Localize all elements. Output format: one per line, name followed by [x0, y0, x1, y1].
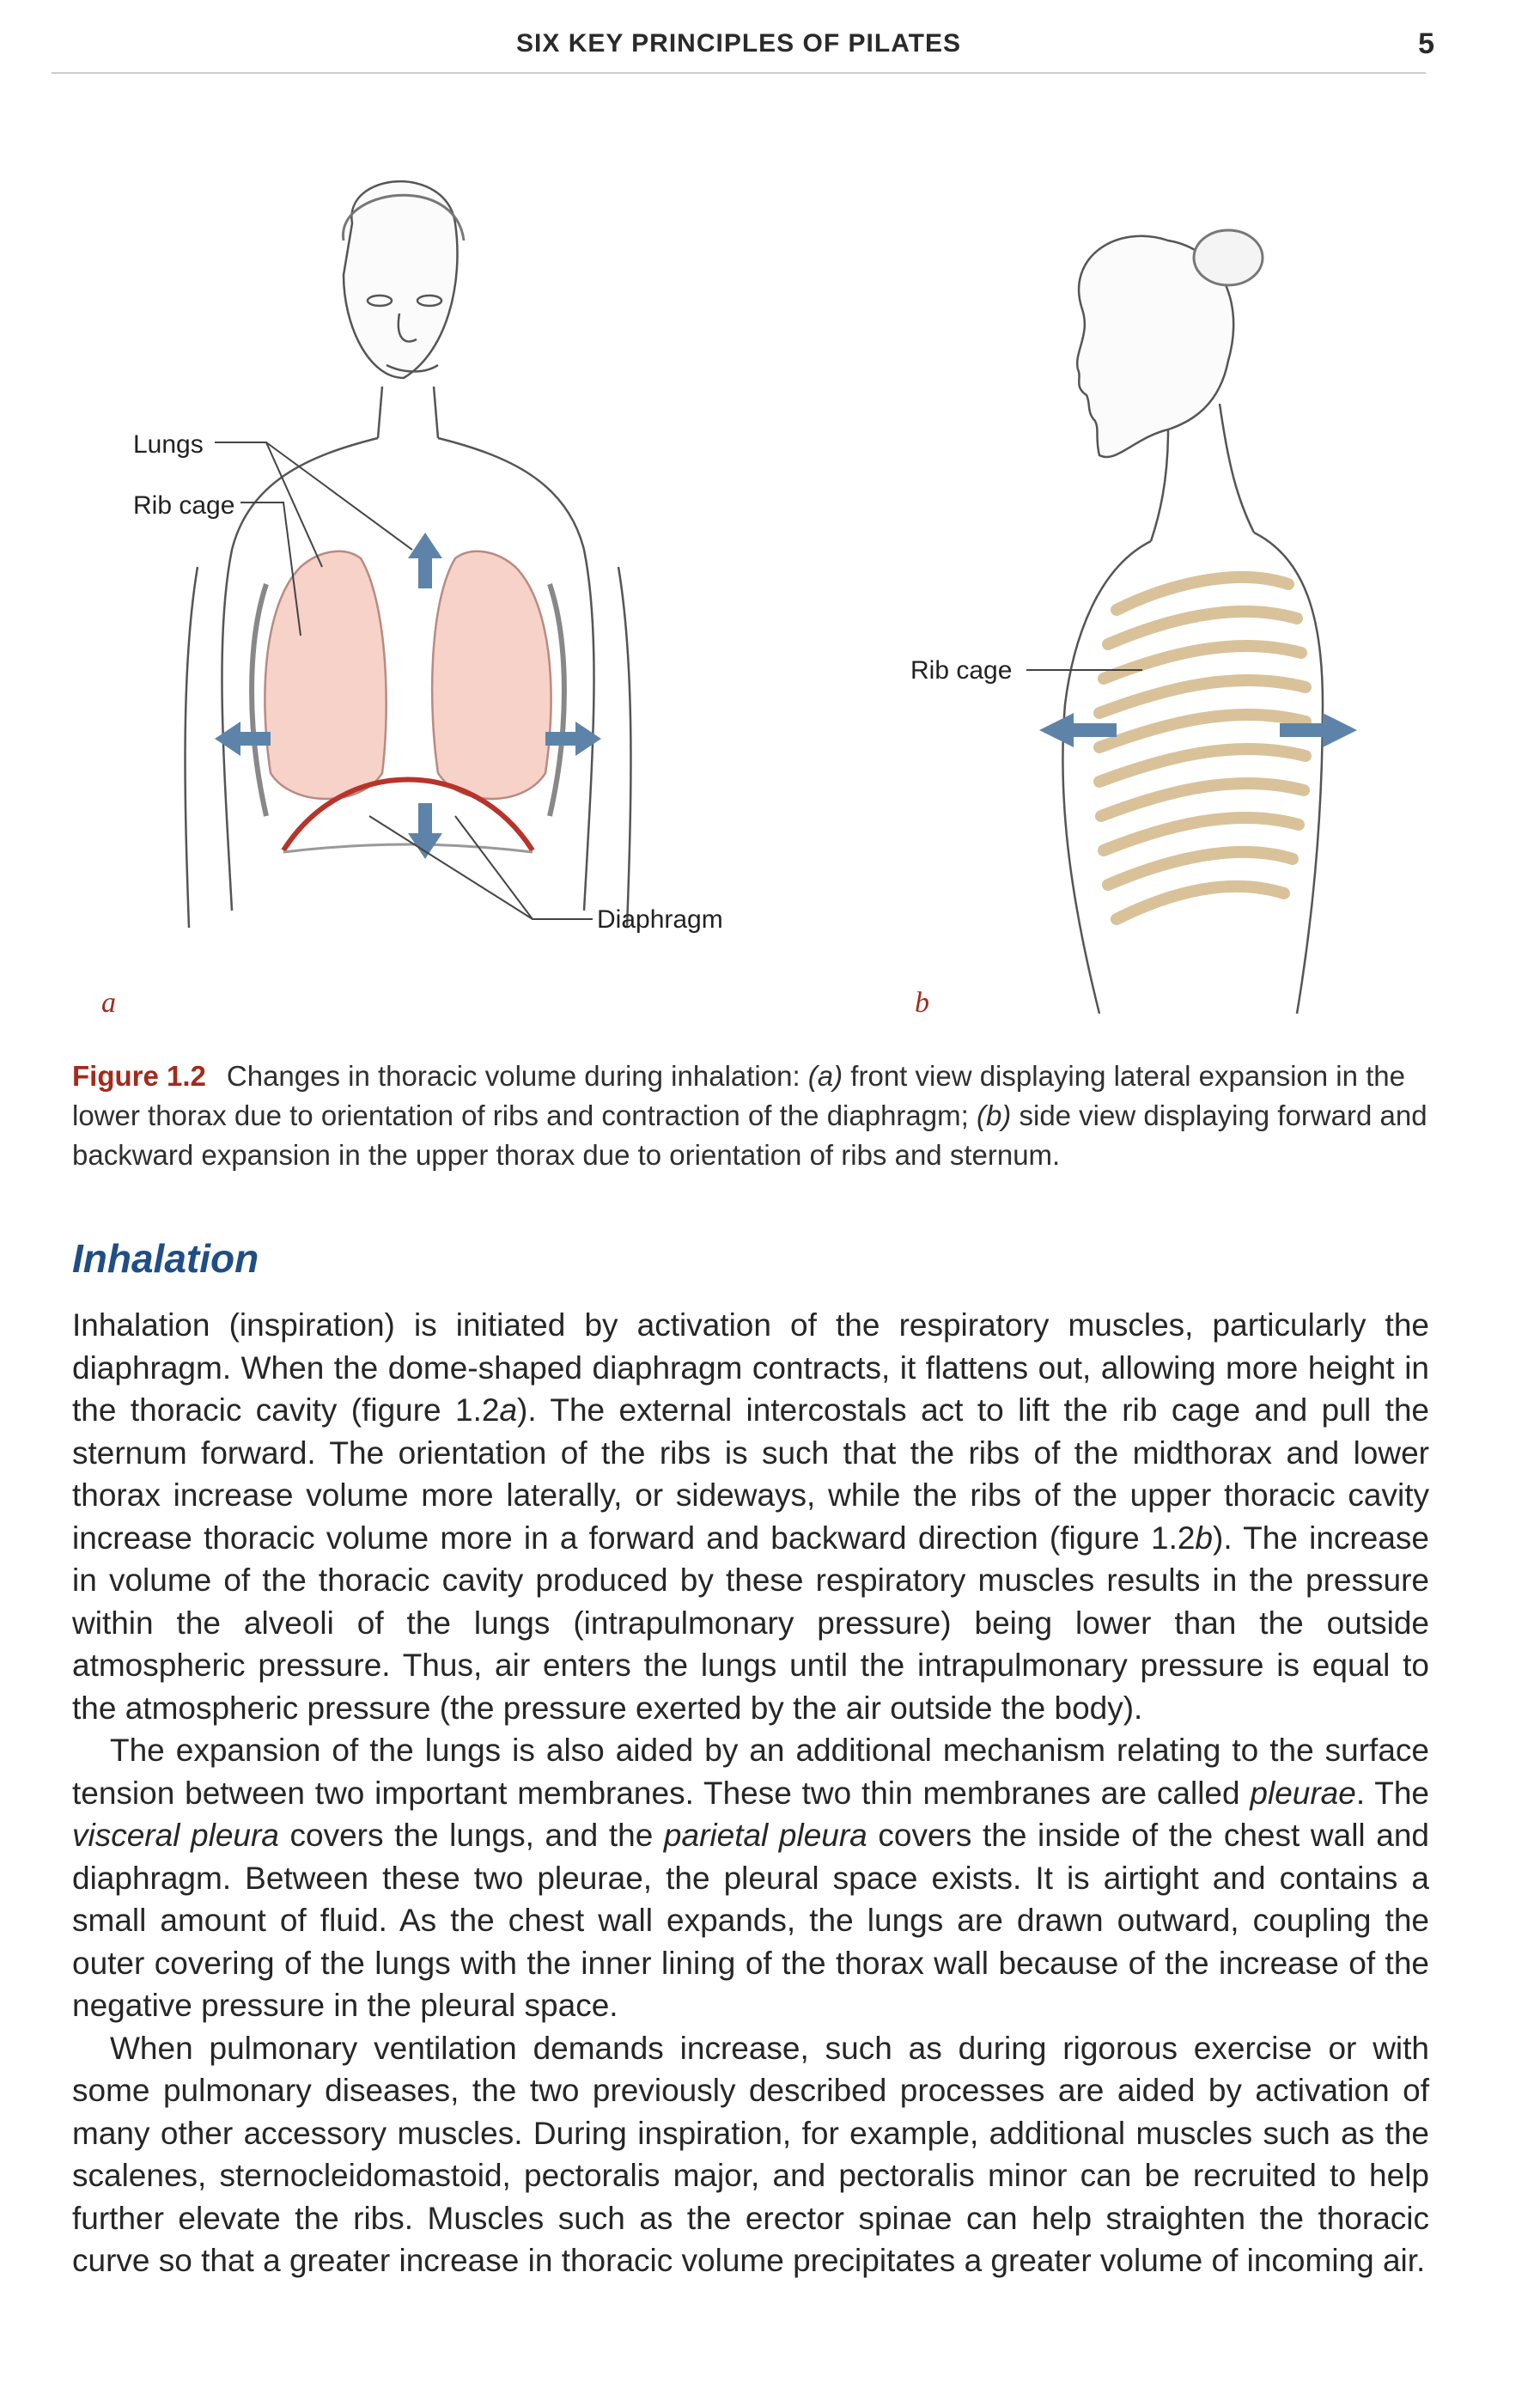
- paragraph-1: [72, 1304, 1429, 1729]
- thorax-illustration: [86, 155, 1426, 1039]
- p1-text-a: Inhalation (inspiration) is initiated by activation of the respiratory muscles, particularly the diaphragm. When the dome-shaped diaphragm contracts, it flattens out, allowing more height in the thoracic cavity (figure 1.2: [72, 1307, 1429, 1428]
- caption-text-3: side view displaying forward and backward expansion in the upper thorax due to orientation of ribs and sternum.: [72, 1100, 1427, 1171]
- p2-text-b: . The: [1355, 1775, 1429, 1811]
- caption-text-1: Changes in thoracic volume during inhalation:: [226, 1060, 808, 1092]
- caption-em-b: (b): [976, 1100, 1012, 1131]
- p1-em-b: b: [1195, 1520, 1213, 1556]
- page-header: [52, 24, 1434, 74]
- lungs-label: Lungs: [133, 430, 204, 459]
- caption-text-2: front view displaying lateral expansion in the lower thorax due to orientation of ribs and contraction of the diaphragm;: [72, 1060, 1406, 1131]
- panel-a-letter: a: [101, 987, 116, 1019]
- paragraph-2: [72, 1729, 1429, 2027]
- rib-cage-label-a: Rib cage: [133, 491, 235, 520]
- diaphragm-label: Diaphragm: [597, 905, 723, 934]
- p2-em-pleurae: pleurae: [1250, 1775, 1356, 1811]
- head-front: [344, 181, 458, 378]
- figure-1-2: [86, 155, 1426, 1039]
- p2-text-d: covers the inside of the chest wall and diaphragm. Between these two pleurae, the pleural space exists. It is airtight and contains a small amount of fluid. As the chest wall expands, the lungs are drawn outward, coupling the outer covering of the lungs with the inner lining of the thorax wall because of the increase of the negative pressure in the pleural space.: [72, 1818, 1429, 2023]
- back-side: [1254, 533, 1323, 1014]
- p2-em-parietal: parietal pleura: [663, 1818, 867, 1853]
- right-lung: [432, 551, 551, 799]
- section-heading: Inhalation: [72, 1236, 259, 1281]
- rib-cage-label-b: Rib cage: [910, 656, 1013, 685]
- page-number: 5: [1418, 27, 1434, 60]
- figure-label: Figure 1.2: [72, 1060, 206, 1092]
- p2-text-a: The expansion of the lungs is also aided by an additional mechanism relating to the surface tension between two important membranes. These two thin membranes are called: [72, 1733, 1429, 1811]
- left-lung: [265, 551, 386, 799]
- p2-em-visceral: visceral pleura: [72, 1818, 279, 1853]
- running-title: SIX KEY PRINCIPLES OF PILATES: [516, 29, 961, 58]
- arrow-up-icon: [408, 533, 442, 588]
- rib-cage-side: [1099, 577, 1306, 919]
- body-text: [72, 1304, 1429, 2282]
- panel-b-letter: b: [915, 987, 929, 1019]
- front-view-figure: [186, 181, 631, 928]
- figure-caption: [72, 1057, 1429, 1175]
- p1-em-a: a: [499, 1392, 518, 1428]
- paragraph-3: When pulmonary ventilation demands increase, such as during rigorous exercise or with some pulmonary diseases, the two previously described processes are aided by activation of many other accessory muscles. During inspiration, for example, additional muscles such as the scalenes, sternocleidomastoid, pectoralis major, and pectoralis minor can be recruited to help further elevate the ribs. Muscles such as the erector spinae can help straighten the thoracic curve so that a greater increase in thoracic volume precipitates a greater volume of incoming air.: [72, 2030, 1429, 2278]
- p2-text-c: covers the lungs, and the: [278, 1818, 664, 1853]
- p1-text-c: ). The increase in volume of the thoracic cavity produced by these respiratory muscles results in the pressure within the alveoli of the lungs (intrapulmonary pressure) being lower than the outside atmospheric pressure. Thus, air enters the lungs until the intrapulmonary pressure is equal to the atmospheric pressure (the pressure exerted by the air outside the body).: [72, 1520, 1429, 1726]
- caption-em-a: (a): [807, 1060, 843, 1092]
- p1-text-b: ). The external intercostals act to lift the rib cage and pull the sternum forward. The orientation of the ribs is such that the ribs of the midthorax and lower thorax increase volume more laterally, or sideways, while the ribs of the upper thoracic cavity increase thoracic volume more in a forward and backward direction (figure 1.2: [72, 1392, 1430, 1556]
